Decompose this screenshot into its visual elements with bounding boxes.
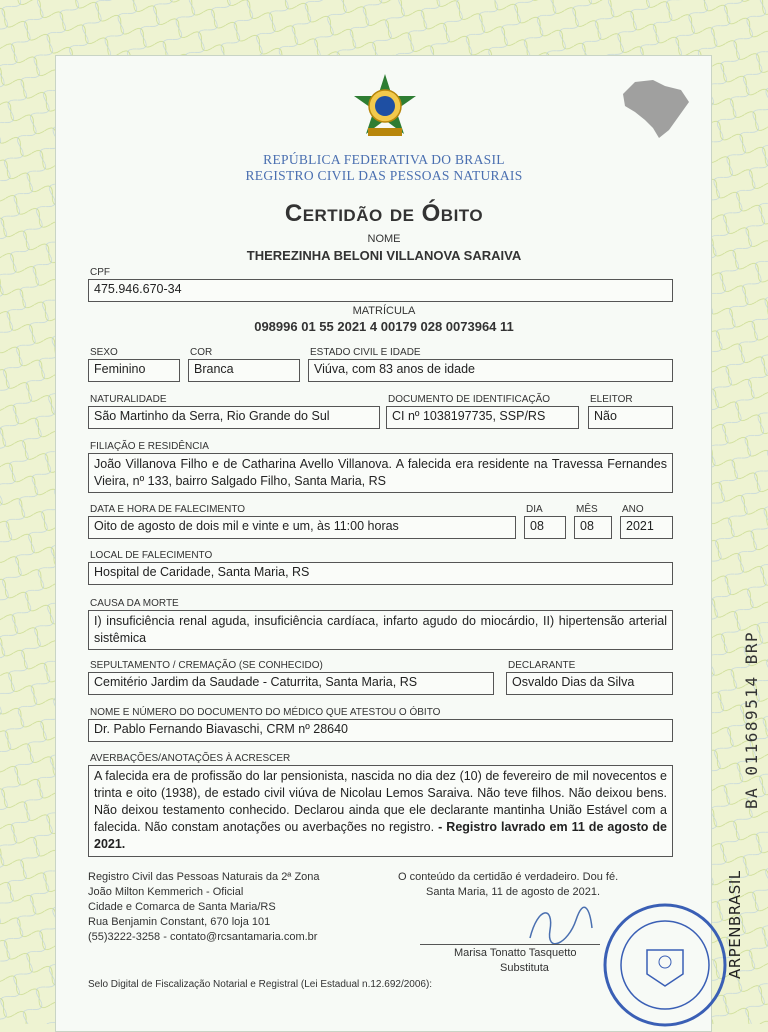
- sepultamento-label: SEPULTAMENTO / CREMAÇÃO (SE CONHECIDO): [90, 660, 323, 671]
- eleitor-field: Não: [588, 406, 673, 429]
- local-field: Hospital de Caridade, Santa Maria, RS: [88, 562, 673, 585]
- averbacoes-field: [88, 765, 673, 857]
- averbacoes-label: AVERBAÇÕES/ANOTAÇÕES À ACRESCER: [90, 753, 291, 764]
- signer-role: Substituta: [500, 962, 549, 974]
- ano-field: 2021: [620, 516, 673, 539]
- filiacao-label: FILIAÇÃO E RESIDÊNCIA: [90, 441, 209, 452]
- selo-digital-text: Selo Digital de Fiscalização Notarial e Registral (Lei Estadual n.12.692/2006):: [88, 979, 433, 990]
- sexo-label: SEXO: [90, 347, 118, 358]
- documento-field: CI nº 1038197735, SSP/RS: [386, 406, 579, 429]
- cor-label: COR: [190, 347, 213, 358]
- filiacao-field: João Villanova Filho e de Catharina Avello Villanova. A falecida era residente na Travessa Fernandes Vieira, nº 133, bairro Salgado Filho, Santa Maria, RS: [88, 453, 673, 493]
- naturalidade-field: São Martinho da Serra, Rio Grande do Sul: [88, 406, 380, 429]
- eleitor-label: ELEITOR: [590, 394, 633, 405]
- dia-field: 08: [524, 516, 566, 539]
- brazil-map-icon: [615, 72, 695, 142]
- causa-label: CAUSA DA MORTE: [90, 598, 179, 609]
- cartorio-line-4: Rua Benjamin Constant, 670 loja 101: [88, 916, 271, 928]
- official-seal-stamp: [600, 900, 730, 1030]
- naturalidade-label: NATURALIDADE: [90, 394, 167, 405]
- cpf-label: CPF: [90, 267, 110, 278]
- mes-label: MÊS: [576, 504, 598, 515]
- arpen-brasil-mark: ARPENBRASIL: [726, 870, 744, 979]
- declarante-label: DECLARANTE: [508, 660, 576, 671]
- document-title: Certidão de Óbito: [284, 200, 484, 227]
- documento-label: DOCUMENTO DE IDENTIFICAÇÃO: [388, 394, 551, 405]
- republic-heading: REPÚBLICA FEDERATIVA DO BRASIL: [263, 152, 505, 167]
- ano-label: ANO: [622, 504, 644, 515]
- matricula-value: 098996 01 55 2021 4 00179 028 0073964 11: [254, 319, 514, 334]
- cartorio-line-2: João Milton Kemmerich - Oficial: [88, 886, 244, 898]
- signature-mark: [520, 900, 600, 950]
- sexo-field: Feminino: [88, 359, 180, 382]
- fe-line-2: Santa Maria, 11 de agosto de 2021.: [426, 886, 601, 898]
- falecimento-field: Oito de agosto de dois mil e vinte e um, às 11:00 horas: [88, 516, 516, 539]
- cartorio-line-3: Cidade e Comarca de Santa Maria/RS: [88, 901, 276, 913]
- cartorio-line-1: Registro Civil das Pessoas Naturais da 2ª Zona: [88, 871, 320, 883]
- dia-label: DIA: [526, 504, 543, 515]
- security-serial-number: BA 011689514 BRP: [742, 630, 761, 810]
- signer-name: Marisa Tonatto Tasquetto: [454, 947, 577, 959]
- name-value: THEREZINHA BELONI VILLANOVA SARAIVA: [246, 248, 522, 263]
- coat-of-arms-emblem: [350, 72, 420, 142]
- name-label: NOME: [367, 233, 401, 245]
- cor-field: Branca: [188, 359, 300, 382]
- mes-field: 08: [574, 516, 612, 539]
- medico-field: Dr. Pablo Fernando Biavaschi, CRM nº 28640: [88, 719, 673, 742]
- estado-civil-field: Viúva, com 83 anos de idade: [308, 359, 673, 382]
- averbacoes-registro: - Registro lavrado em 11 de agosto de 2021.: [94, 820, 667, 851]
- cpf-field: 475.946.670-34: [88, 279, 673, 302]
- local-label: LOCAL DE FALECIMENTO: [90, 550, 213, 561]
- falecimento-label: DATA E HORA DE FALECIMENTO: [90, 504, 246, 515]
- averbacoes-text: A falecida era de profissão do lar pensionista, nascida no dia dez (10) de fevereiro de mil novecentos e trinta e oito (1938), de estado civil viúva de Nicolau Lemos Saraiva. Não teve filhos. Não deixou bens. Não deixou testamento conhecido. Declarou ainda que ele declarante mantinha União Estável com a falecida. Não constam anotações ou averbações no registro.: [94, 769, 667, 834]
- declarante-field: Osvaldo Dias da Silva: [506, 672, 673, 695]
- cartorio-line-5: (55)3222-3258 - contato@rcsantamaria.com.br: [88, 931, 318, 943]
- signature-line: [420, 944, 600, 945]
- medico-label: NOME E NÚMERO DO DOCUMENTO DO MÉDICO QUE ATESTOU O ÓBITO: [90, 707, 441, 718]
- causa-field: I) insuficiência renal aguda, insuficiência cardíaca, infarto agudo do miocárdio, II) hipertensão arterial sistêmica: [88, 610, 673, 650]
- sepultamento-field: Cemitério Jardim da Saudade - Caturrita, Santa Maria, RS: [88, 672, 494, 695]
- matricula-label: MATRÍCULA: [352, 305, 416, 317]
- estado-civil-label: ESTADO CIVIL E IDADE: [310, 347, 421, 358]
- registry-heading: REGISTRO CIVIL DAS PESSOAS NATURAIS: [245, 168, 523, 183]
- fe-line-1: O conteúdo da certidão é verdadeiro. Dou fé.: [398, 871, 619, 883]
